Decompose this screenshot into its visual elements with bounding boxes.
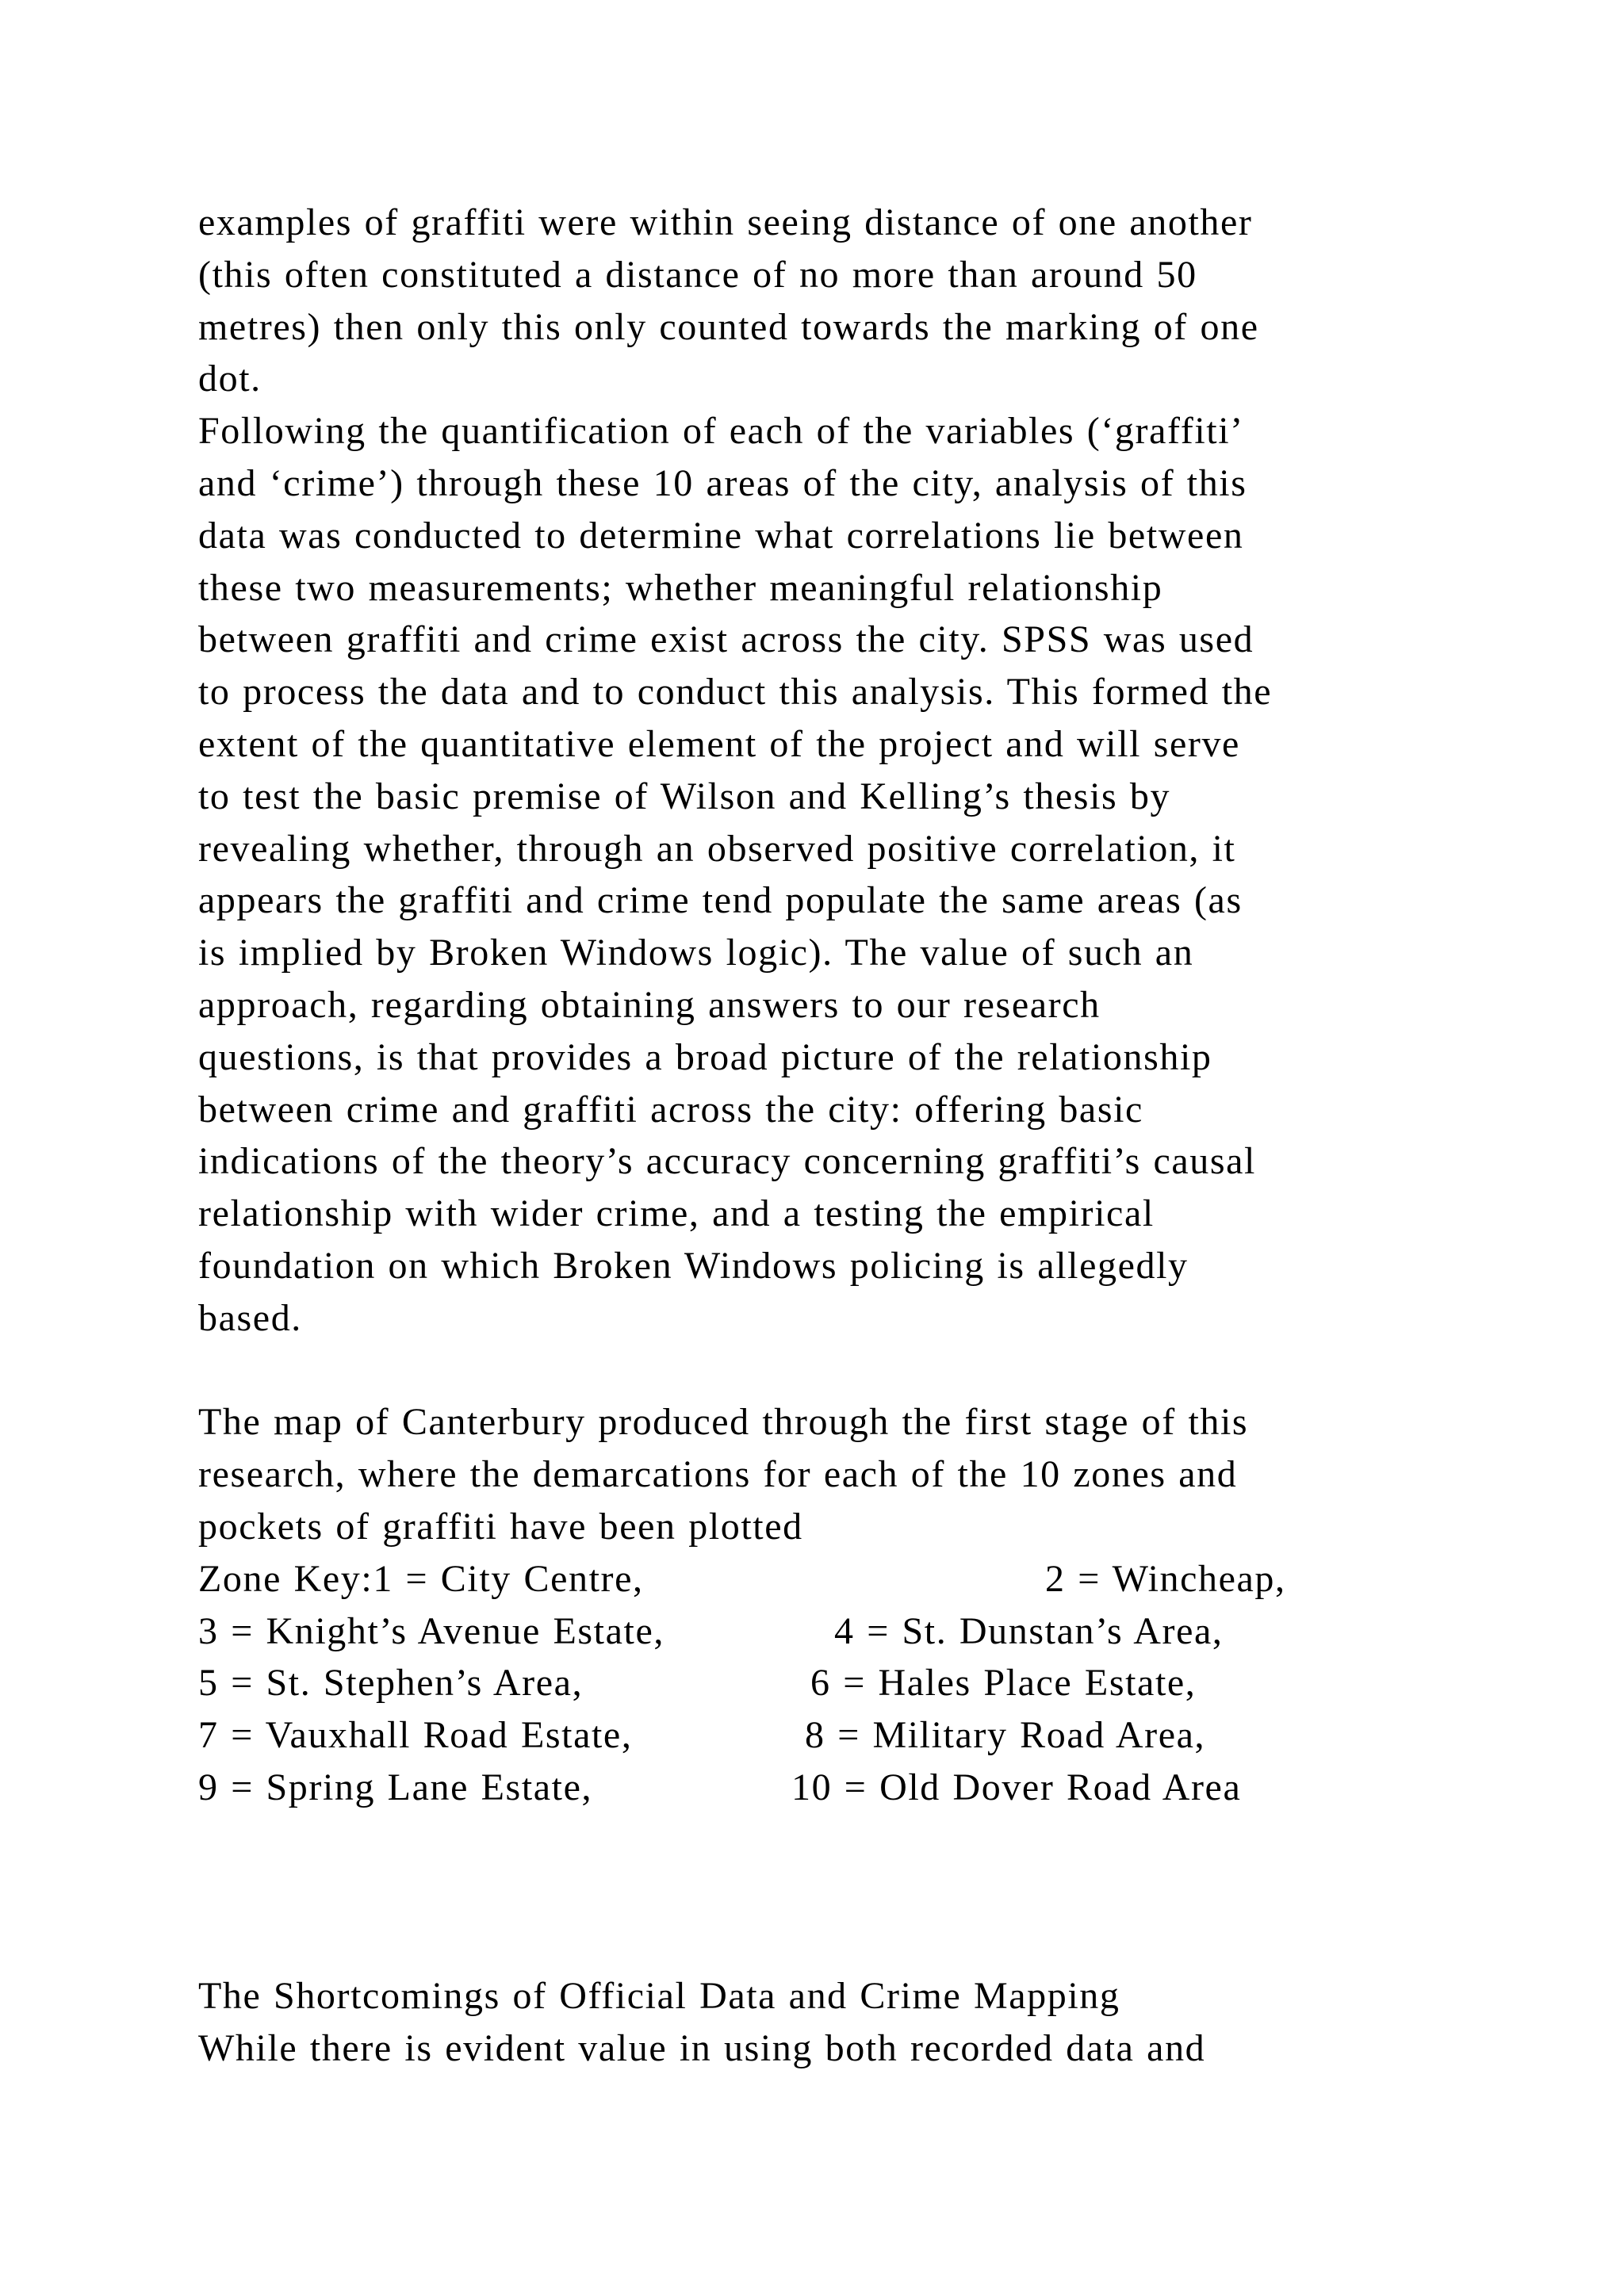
zone-key — [198, 1553, 1499, 1814]
text-line: revealing whether, through an observed positive correlation, it — [198, 827, 1236, 870]
section-shortcomings — [198, 1970, 1499, 2075]
zone-key-entry: 4 = St. Dunstan’s Area, — [834, 1609, 1224, 1652]
text-line: appears the graffiti and crime tend populate the same areas (as — [198, 879, 1243, 922]
caption-line: research, where the demarcations for each of the 10 zones and — [198, 1453, 1238, 1496]
text-line: foundation on which Broken Windows policing is allegedly — [198, 1244, 1189, 1287]
caption-line: pockets of graffiti have been plotted — [198, 1505, 803, 1548]
zone-key-entry: 3 = Knight’s Avenue Estate, — [198, 1609, 665, 1652]
text-line: to test the basic premise of Wilson and Kelling’s thesis by — [198, 775, 1171, 817]
text-line: relationship with wider crime, and a testing the empirical — [198, 1192, 1155, 1235]
text-line: questions, is that provides a broad picture of the relationship — [198, 1035, 1212, 1078]
text-line: these two measurements; whether meaningful relationship — [198, 566, 1163, 609]
blank-line — [198, 1866, 1499, 1919]
paragraph-graffiti-distance — [198, 197, 1499, 405]
paragraph-quantification — [198, 405, 1499, 1344]
document-body — [198, 197, 1499, 2075]
zone-key-entry: 8 = Military Road Area, — [805, 1714, 1206, 1757]
zone-key-row — [198, 1709, 1499, 1762]
zone-key-entry: 2 = Wincheap, — [1045, 1557, 1286, 1600]
zone-key-entry: 7 = Vauxhall Road Estate, — [198, 1714, 633, 1757]
map-caption — [198, 1396, 1499, 1552]
text-line: to process the data and to conduct this analysis. This formed the — [198, 671, 1273, 714]
text-line: examples of graffiti were within seeing distance of one another — [198, 201, 1253, 243]
text-line: (this often constituted a distance of no more than around 50 — [198, 253, 1197, 296]
zone-key-row — [198, 1553, 1499, 1605]
zone-key-row — [198, 1657, 1499, 1709]
text-line: indications of the theory’s accuracy concerning graffiti’s causal — [198, 1140, 1256, 1183]
zone-key-entry: 6 = Hales Place Estate, — [810, 1662, 1197, 1705]
zone-key-entry: Zone Key:1 = City Centre, — [198, 1557, 644, 1600]
blank-line — [198, 1918, 1499, 1970]
text-line: dot. — [198, 358, 262, 400]
blank-line — [198, 1814, 1499, 1866]
blank-line — [198, 1345, 1499, 1397]
text-line: While there is evident value in using both recorded data and — [198, 2026, 1206, 2069]
text-line: between crime and graffiti across the city: offering basic — [198, 1088, 1143, 1131]
zone-key-entry: 10 = Old Dover Road Area — [791, 1766, 1242, 1808]
text-line: approach, regarding obtaining answers to our research — [198, 983, 1101, 1026]
section-heading: The Shortcomings of Official Data and Crime Mapping — [198, 1975, 1120, 2018]
text-line: is implied by Broken Windows logic). The value of such an — [198, 932, 1194, 974]
zone-key-entry: 5 = St. Stephen’s Area, — [198, 1662, 584, 1705]
text-line: based. — [198, 1296, 302, 1339]
zone-key-row — [198, 1605, 1499, 1658]
text-line: data was conducted to determine what correlations lie between — [198, 514, 1244, 557]
text-line: between graffiti and crime exist across the city. SPSS was used — [198, 618, 1254, 661]
zone-key-entry: 9 = Spring Lane Estate, — [198, 1766, 593, 1808]
text-line: and ‘crime’) through these 10 areas of the city, analysis of this — [198, 461, 1247, 504]
caption-line: The map of Canterbury produced through the first stage of this — [198, 1401, 1249, 1444]
text-line: metres) then only this only counted towards the marking of one — [198, 305, 1259, 348]
text-line: Following the quantification of each of the variables (‘graffiti’ — [198, 410, 1244, 453]
zone-key-row — [198, 1762, 1499, 1814]
text-line: extent of the quantitative element of the project and will serve — [198, 722, 1240, 765]
